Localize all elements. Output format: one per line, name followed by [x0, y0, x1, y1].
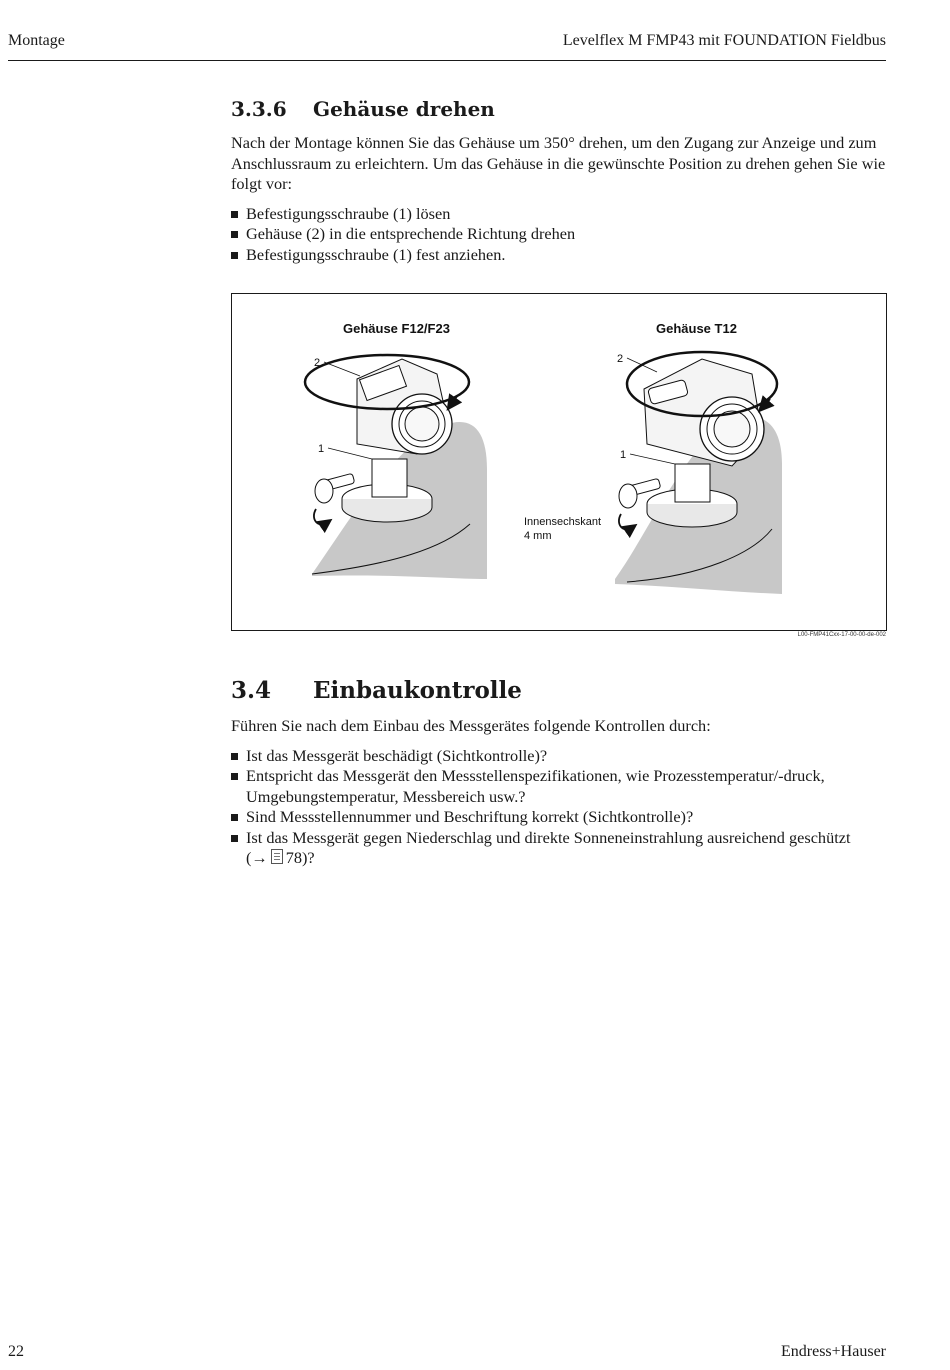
bullet-icon: [231, 252, 238, 259]
label-screw-left: 1: [318, 443, 325, 455]
section-number: 3.4: [231, 677, 272, 704]
page-reference-icon: [271, 849, 283, 864]
housing-rotation-figure: [231, 293, 887, 631]
bullet-icon: [231, 753, 238, 760]
tool-label-line2: 4 mm: [524, 530, 552, 542]
bullet-icon: [231, 773, 238, 780]
bullet-icon: [231, 835, 238, 842]
header-section-title: Montage: [8, 32, 65, 49]
header-rule: [8, 60, 886, 61]
figure-code: L00-FMP41Cxx-17-00-00-de-002: [797, 632, 886, 638]
list-item: Entspricht das Messgerät den Messstellenspezifikationen, wie Prozesstemperatur/-druck, Umgebungstemperatur, Messbereich usw.?: [231, 766, 887, 807]
label-housing-right: 2: [617, 353, 624, 365]
label-housing-left: 2: [314, 357, 321, 369]
tool-label-line1: Innensechskant: [524, 516, 602, 528]
footer-brand: Endress+Hauser: [781, 1343, 886, 1360]
section-heading: [231, 677, 887, 704]
section-title: Gehäuse drehen: [313, 97, 495, 121]
page-reference: (→ 78)?: [246, 848, 315, 867]
figure-left-title: Gehäuse F12/F23: [343, 321, 450, 336]
section-paragraph: Nach der Montage können Sie das Gehäuse um 350° drehen, um den Zugang zur Anzeige und zum Anschlussraum zu erleichtern. Um das Gehäuse in die gewünschte Position zu drehen gehen Sie wie folgt vor:: [231, 133, 886, 193]
figure-illustration: [232, 294, 886, 630]
bullet-icon: [231, 814, 238, 821]
list-item: Gehäuse (2) in die entsprechende Richtung drehen: [231, 224, 887, 245]
device-t12-illustration: [615, 352, 782, 594]
checks-list: [231, 746, 887, 869]
device-f12-illustration: [305, 355, 487, 579]
section-title: Einbaukontrolle: [313, 677, 522, 704]
section-number: 3.3.6: [231, 97, 287, 121]
list-item: Befestigungsschraube (1) lösen: [231, 204, 887, 225]
section-3-4: [231, 677, 887, 869]
section-heading: [231, 97, 887, 121]
list-item: Ist das Messgerät beschädigt (Sichtkontrolle)?: [231, 746, 887, 767]
list-item: Befestigungsschraube (1) fest anziehen.: [231, 245, 887, 266]
steps-list: [231, 204, 887, 266]
section-3-3-6: [231, 97, 887, 265]
list-item: Sind Messstellennummer und Beschriftung korrekt (Sichtkontrolle)?: [231, 807, 887, 828]
header-product-title: Levelflex M FMP43 mit FOUNDATION Fieldbus: [562, 32, 886, 49]
section-paragraph: Führen Sie nach dem Einbau des Messgerätes folgende Kontrollen durch:: [231, 716, 711, 735]
page-number: 22: [8, 1343, 24, 1360]
figure-right-title: Gehäuse T12: [656, 321, 737, 336]
label-screw-right: 1: [620, 449, 627, 461]
bullet-icon: [231, 231, 238, 238]
list-item: Ist das Messgerät gegen Niederschlag und direkte Sonneneinstrahlung ausreichend geschützt (→ 78)?: [231, 828, 887, 869]
bullet-icon: [231, 211, 238, 218]
